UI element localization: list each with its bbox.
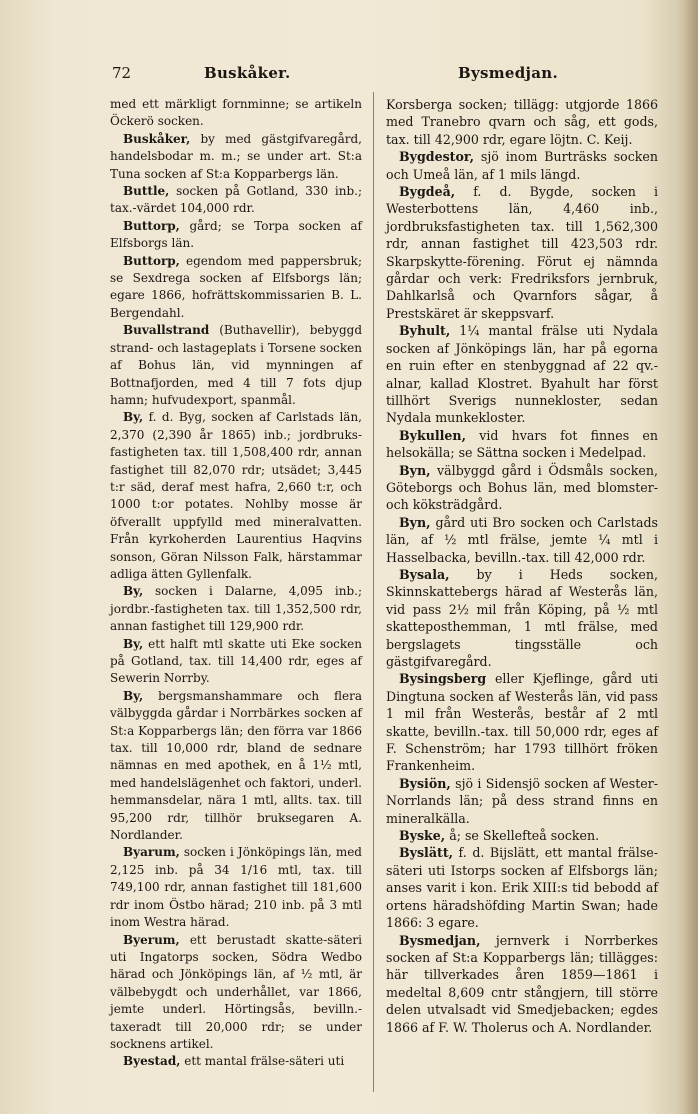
dictionary-entry <box>110 183 362 218</box>
entry-text: med ett märkligt fornminne; se artikeln Öckerö socken. <box>110 97 362 129</box>
dictionary-entry <box>386 670 658 774</box>
dictionary-entry <box>386 427 658 462</box>
dictionary-entry <box>386 514 658 566</box>
dictionary-entry <box>110 218 362 253</box>
entry-text: jernverk i Norrberkes socken af St:a Kopparbergs län; tillägges: här tillverkades åren 1859—1861 i medeltal 8,609 cntr stångjern, till större delen utvalsadt vid Smedjebacken; egdes 1866 af F. W. Tholerus och A. Nordlander. <box>386 932 658 1035</box>
entry-text: ett mantal frälse-säteri uti <box>180 1054 345 1069</box>
entry-headword: By, <box>123 410 144 425</box>
entry-headword: Buskåker, <box>123 131 191 146</box>
running-header <box>112 64 558 84</box>
right-running-head: Bysmedjan. <box>457 64 558 82</box>
entry-headword: Byske, <box>399 828 446 844</box>
entry-headword: Bygdeå, <box>399 184 456 200</box>
dictionary-entry <box>386 827 658 844</box>
entry-headword: Byarum, <box>123 845 180 860</box>
entry-headword: Byestad, <box>123 1054 181 1069</box>
entry-headword: Bysingsberg <box>399 671 487 687</box>
dictionary-entry <box>110 409 362 583</box>
dictionary-entry <box>110 1053 362 1070</box>
dictionary-entry <box>110 932 362 1054</box>
page-number: 72 <box>112 64 132 82</box>
dictionary-entry <box>110 96 362 131</box>
entry-text: sjö i Sidensjö socken af Wester-Norrlands län; på dess strand finns en mineralkälla. <box>386 775 658 826</box>
dictionary-entry <box>386 462 658 514</box>
entry-text: socken på Gotland, 330 inb.; tax.-värdet 104,000 rdr. <box>110 184 362 216</box>
entry-text: bergsmanshammare och flera välbyggda gårdar i Norrbärkes socken af St:a Kopparbergs län; den förra var 1866 tax. till 10,000 rdr, bland de sednare nämnas en med apothek, en å 1½ mtl, med handelslägenhet och faktori, underl. hemmansdelar, nära 1 mtl, allts. tax. till 95,200 rdr, tillhör bruksegaren A. Nordlander. <box>110 688 362 843</box>
dictionary-entry <box>110 688 362 845</box>
entry-headword: Buvallstrand <box>123 323 210 338</box>
entry-text: socken i Jönköpings län, med 2,125 inb. på 34 1/16 mtl, tax. till 749,100 rdr, annan fastighet till 181,600 rdr inom Östbo härad; 210 inb. på 3 mtl inom Westra härad. <box>110 845 362 930</box>
dictionary-entry <box>386 844 658 931</box>
entry-text: eller Kjeflinge, gård uti Dingtuna socken af Westerås län, vid pass 1 mil från Westerås, består af 2 mtl skatte, bevilln.-tax. till 50,000 rdr, eges af F. Schenström; har 1793 tillhört fröken Frankenheim. <box>386 671 658 774</box>
dictionary-entry <box>110 253 362 323</box>
entry-text: gård; se Torpa socken af Elfsborgs län. <box>110 218 362 251</box>
entry-text: sjö inom Burträsks socken och Umeå län, af 1 mils längd. <box>386 149 658 182</box>
entry-text: ett berustadt skatte-säteri uti Ingatorps socken, Södra Wedbo härad och Jönköpings län, af ½ mtl, är välbebygdt och underhållet, var 1866, jemte underl. Hörtingsås, bevilln.-taxeradt till 20,000 rdr; se under socknens artikel. <box>110 932 362 1051</box>
entry-headword: Buttle, <box>123 184 170 199</box>
entry-headword: Byerum, <box>123 932 180 947</box>
entry-headword: Byslätt, <box>399 845 454 861</box>
dictionary-entry <box>110 322 362 409</box>
entry-headword: Buttorp, <box>123 218 180 233</box>
right-column <box>386 96 658 1036</box>
entry-text: Korsberga socken; tillägg: utgjorde 1866 med Tranebro qvarn och såg, ett gods, tax. till 42,900 rdr, egare löjtn. C. Keij. <box>386 97 658 147</box>
dictionary-entry <box>386 775 658 827</box>
entry-headword: Bykullen, <box>399 427 466 443</box>
entry-text: by i Heds socken, Skinnskattebergs härad af Westerås län, vid pass 2½ mil från Köping, på ½ mtl skatteposthemman, 1 mtl frälse, med bergslagets tingsställe och gästgifvaregård. <box>386 566 658 669</box>
page-edge <box>684 0 698 1114</box>
entry-text: ett halft mtl skatte uti Eke socken på Gotland, tax. till 14,400 rdr, eges af Sewerin Norrby. <box>110 636 362 686</box>
entry-text: by med gästgifvaregård, handelsbodar m. m.; se under art. St:a Tuna socken af St:a Kopparbergs län. <box>110 131 362 181</box>
dictionary-entry <box>110 131 362 183</box>
dictionary-entry <box>110 844 362 931</box>
entry-text: f. d. Byg, socken af Carlstads län, 2,370 (2,390 år 1865) inb.; jordbruks-fastigheten tax. till 1,508,400 rdr, annan fastighet till 82,070 rdr; utsädet; 3,445 t:r säd, deraf mest hafra, 2,660 t:r, och 1000 t:or potates. Nohlby mosse är öfverallt uppfylld med mineralvatten. Från kyrkoherden Laurentius Haqvins sonson, Göran Nilsson Falk, härstammar adliga ätten Gyllenfalk. <box>110 410 362 581</box>
entry-headword: Bysiön, <box>399 775 451 791</box>
dictionary-entry <box>386 932 658 1036</box>
entry-text: egendom med pappersbruk; se Sexdrega socken af Elfsborgs län; egare 1866, hofrättskommissarien B. L. Bergendahl. <box>110 253 362 320</box>
entry-text: f. d. Bijslätt, ett mantal frälse-säteri uti Istorps socken af Elfsborgs län; anses varit i kon. Erik XIII:s tid bebodd af ortens häradshöfding Martin Swan; hade 1866: 3 egare. <box>386 845 658 931</box>
entry-headword: By, <box>123 584 144 599</box>
entry-text: socken i Dalarne, 4,095 inb.; jordbr.-fastigheten tax. till 1,352,500 rdr, annan fastighet till 129,900 rdr. <box>110 584 362 634</box>
dictionary-entry <box>386 566 658 670</box>
column-divider <box>373 92 374 1092</box>
left-column <box>110 96 362 1071</box>
entry-text: välbyggd gård i Ödsmåls socken, Göteborgs och Bohus län, med blomster- och köksträdgård. <box>386 462 658 513</box>
entry-headword: Byn, <box>399 462 431 478</box>
entry-text: å; se Skellefteå socken. <box>445 828 600 844</box>
entry-headword: Byn, <box>399 514 431 530</box>
entry-text: f. d. Bygde, socken i Westerbottens län, 4,460 inb., jordbruksfastigheten tax. till 1,562,300 rdr, annan fastighet till 423,503 rdr. Skarpskytte-förening. Förut ej nämnda gårdar och verk: Fredriksfors jernbruk, Dahlkarlså och Qvarnfors sågar, å Prestskäret är skeppsvarf. <box>386 184 658 321</box>
dictionary-entry <box>386 322 658 426</box>
entry-text: vid hvars fot finnes en helsokälla; se Sättna socken i Medelpad. <box>386 427 658 461</box>
entry-text: 1¼ mantal frälse uti Nydala socken af Jönköpings län, har på egorna en ruin efter en stenbyggnad af 22 qv.-alnar, kallad Klostret. Byahult har först tillhört Sverigs nunnekloster, sedan Nydala munkekloster. <box>386 323 658 426</box>
dictionary-entry <box>110 583 362 635</box>
entry-headword: Byhult, <box>399 323 451 339</box>
entry-headword: Bysala, <box>399 566 450 582</box>
dictionary-entry <box>386 183 658 322</box>
entry-headword: Buttorp, <box>123 253 180 268</box>
entry-text: gård uti Bro socken och Carlstads län, af ½ mtl frälse, jemte ¼ mtl i Hasselbacka, bevilln.-tax. till 42,000 rdr. <box>386 514 658 565</box>
entry-text: (Buthavellir), bebyggd strand- och lastageplats i Torsene socken af Bohus län, vid mynningen af Bottnafjorden, med 4 till 7 fots djup hamn; hufvudexport, spanmål. <box>110 323 362 407</box>
dictionary-entry <box>386 96 658 148</box>
dictionary-entry <box>386 148 658 183</box>
left-running-head: Buskåker. <box>204 64 291 82</box>
entry-headword: Bygdestor, <box>399 149 474 165</box>
entry-headword: Bysmedjan, <box>399 932 481 948</box>
entry-headword: By, <box>123 688 144 703</box>
dictionary-entry <box>110 636 362 688</box>
entry-headword: By, <box>123 636 144 651</box>
